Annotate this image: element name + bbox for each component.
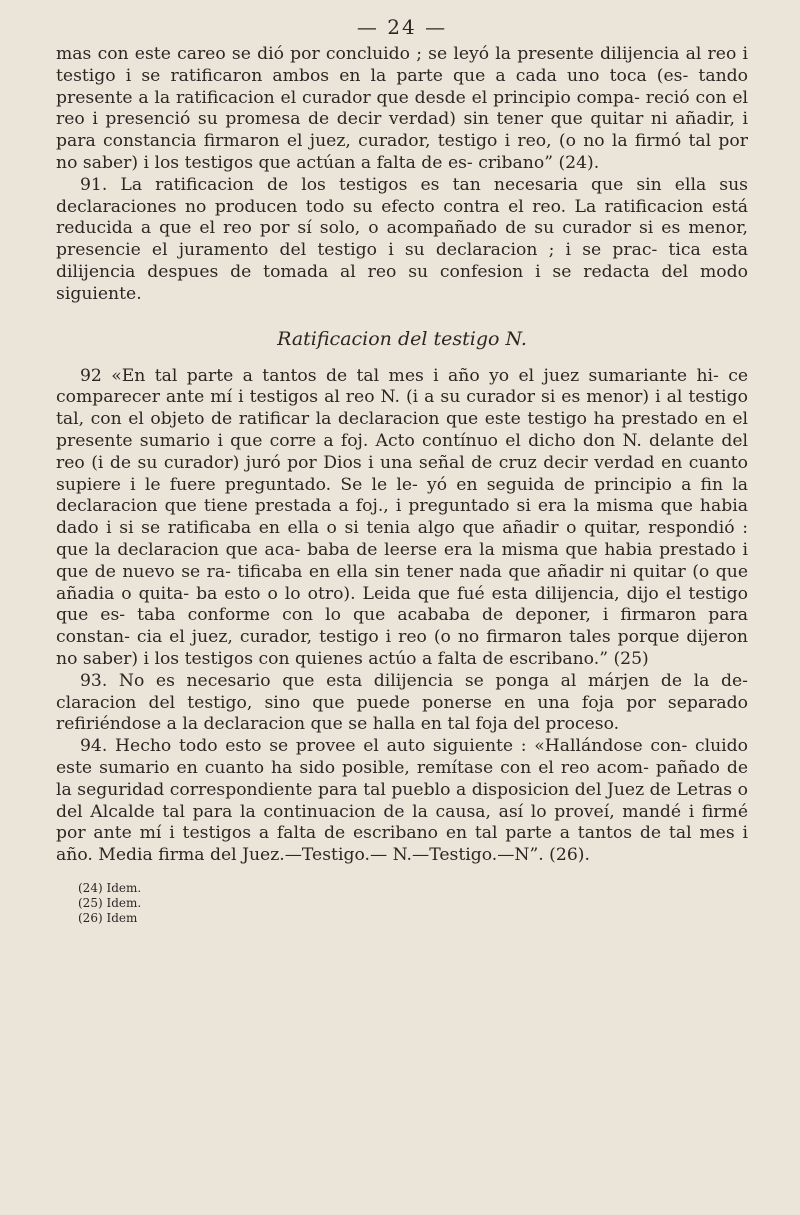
paragraph-93: 93. No es necesario que esta dilijencia se ponga al márjen de la de- claracion del testigo, sino que puede ponerse en una foja por separado refiriéndose a la declaracion que se halla en tal foja del proceso. bbox=[56, 670, 748, 735]
section-heading: Ratificacion del testigo N. bbox=[277, 327, 527, 350]
paragraph-94: 94. Hecho todo esto se provee el auto siguiente : «Hallándose con- cluido este sumario en cuanto ha sido posible, remítase con el reo acom- pañado de la seguridad correspondiente para tal pueblo a disposicion del Juez de Letras o del Alcalde tal para la continuacion de la causa, así lo proveí, mandé i firmé por ante mí i testigos a falta de escribano en tal parte a tantos de tal mes i año. Media firma del Juez.—Testigo.— N.—Testigo.—N”. (26). bbox=[56, 736, 748, 866]
paragraph-continuation: mas con este careo se dió por concluido ; se leyó la presente dilijencia al reo i testigo i se ratificaron ambos en la parte que a cada uno toca (es- tando presente a la ratificacion el curador que desde el principio compa- reció con el reo i presenció su promesa de decir verdad) sin tener que quitar ni añadir, i para constancia firmaron el juez, curador, testigo i reo, (o no la firmó tal por no saber) i los testigos que actúan a falta de es- cribano” (24). bbox=[56, 44, 748, 173]
paragraph-91: 91. La ratificacion de los testigos es tan necesaria que sin ella sus declaraciones no producen todo su efecto contra el reo. La ratificacion está reducida a que el reo por sí solo, o acompañado de su curador si es menor, presencie el juramento del testigo i su declaracion ; i se prac- tica esta dilijencia despues de tomada al reo su confesion i se redacta del modo siguiente. bbox=[56, 174, 748, 304]
paragraph-92: 92 «En tal parte a tantos de tal mes i año yo el juez sumariante hi- ce comparecer ante mí i testigos al reo N. (i a su curador si es menor) i al testigo tal, con el objeto de ratificar la declaracion que este testigo ha prestado en el presente sumario i que corre a foj. Acto contínuo el dicho don N. delante del reo (i de su curador) juró por Dios i una señal de cruz decir verdad en cuanto supiere i le fuere preguntado. Se le le- yó en seguida de principio a fin la declaracion que tiene prestada a foj., i preguntado si era la misma que habia dado i si se ratificaba en ella o si tenia algo que añadir o quitar, respondió : que la declaracion que aca- baba de leerse era la misma que habia prestado i que de nuevo se ra- tificaba en ella sin tener nada que añadir ni quitar (o que añadia o quita- ba esto o lo otro). Leida que fué esta dilijencia, dijo el testigo que es- taba conforme con lo que acababa de deponer, i firmaron para constan- cia el juez, curador, testigo i reo (o no firmaron tales porque dijeron no saber) i los testigos con quienes actúo a falta de escribano.” (25) bbox=[56, 365, 748, 669]
footnote-26: (26) Idem bbox=[78, 910, 138, 925]
page-number: — 24 — bbox=[356, 15, 448, 39]
footnotes bbox=[56, 881, 748, 926]
footnote-25: (25) Idem. bbox=[78, 895, 142, 910]
footnote-24: (24) Idem. bbox=[78, 880, 142, 895]
